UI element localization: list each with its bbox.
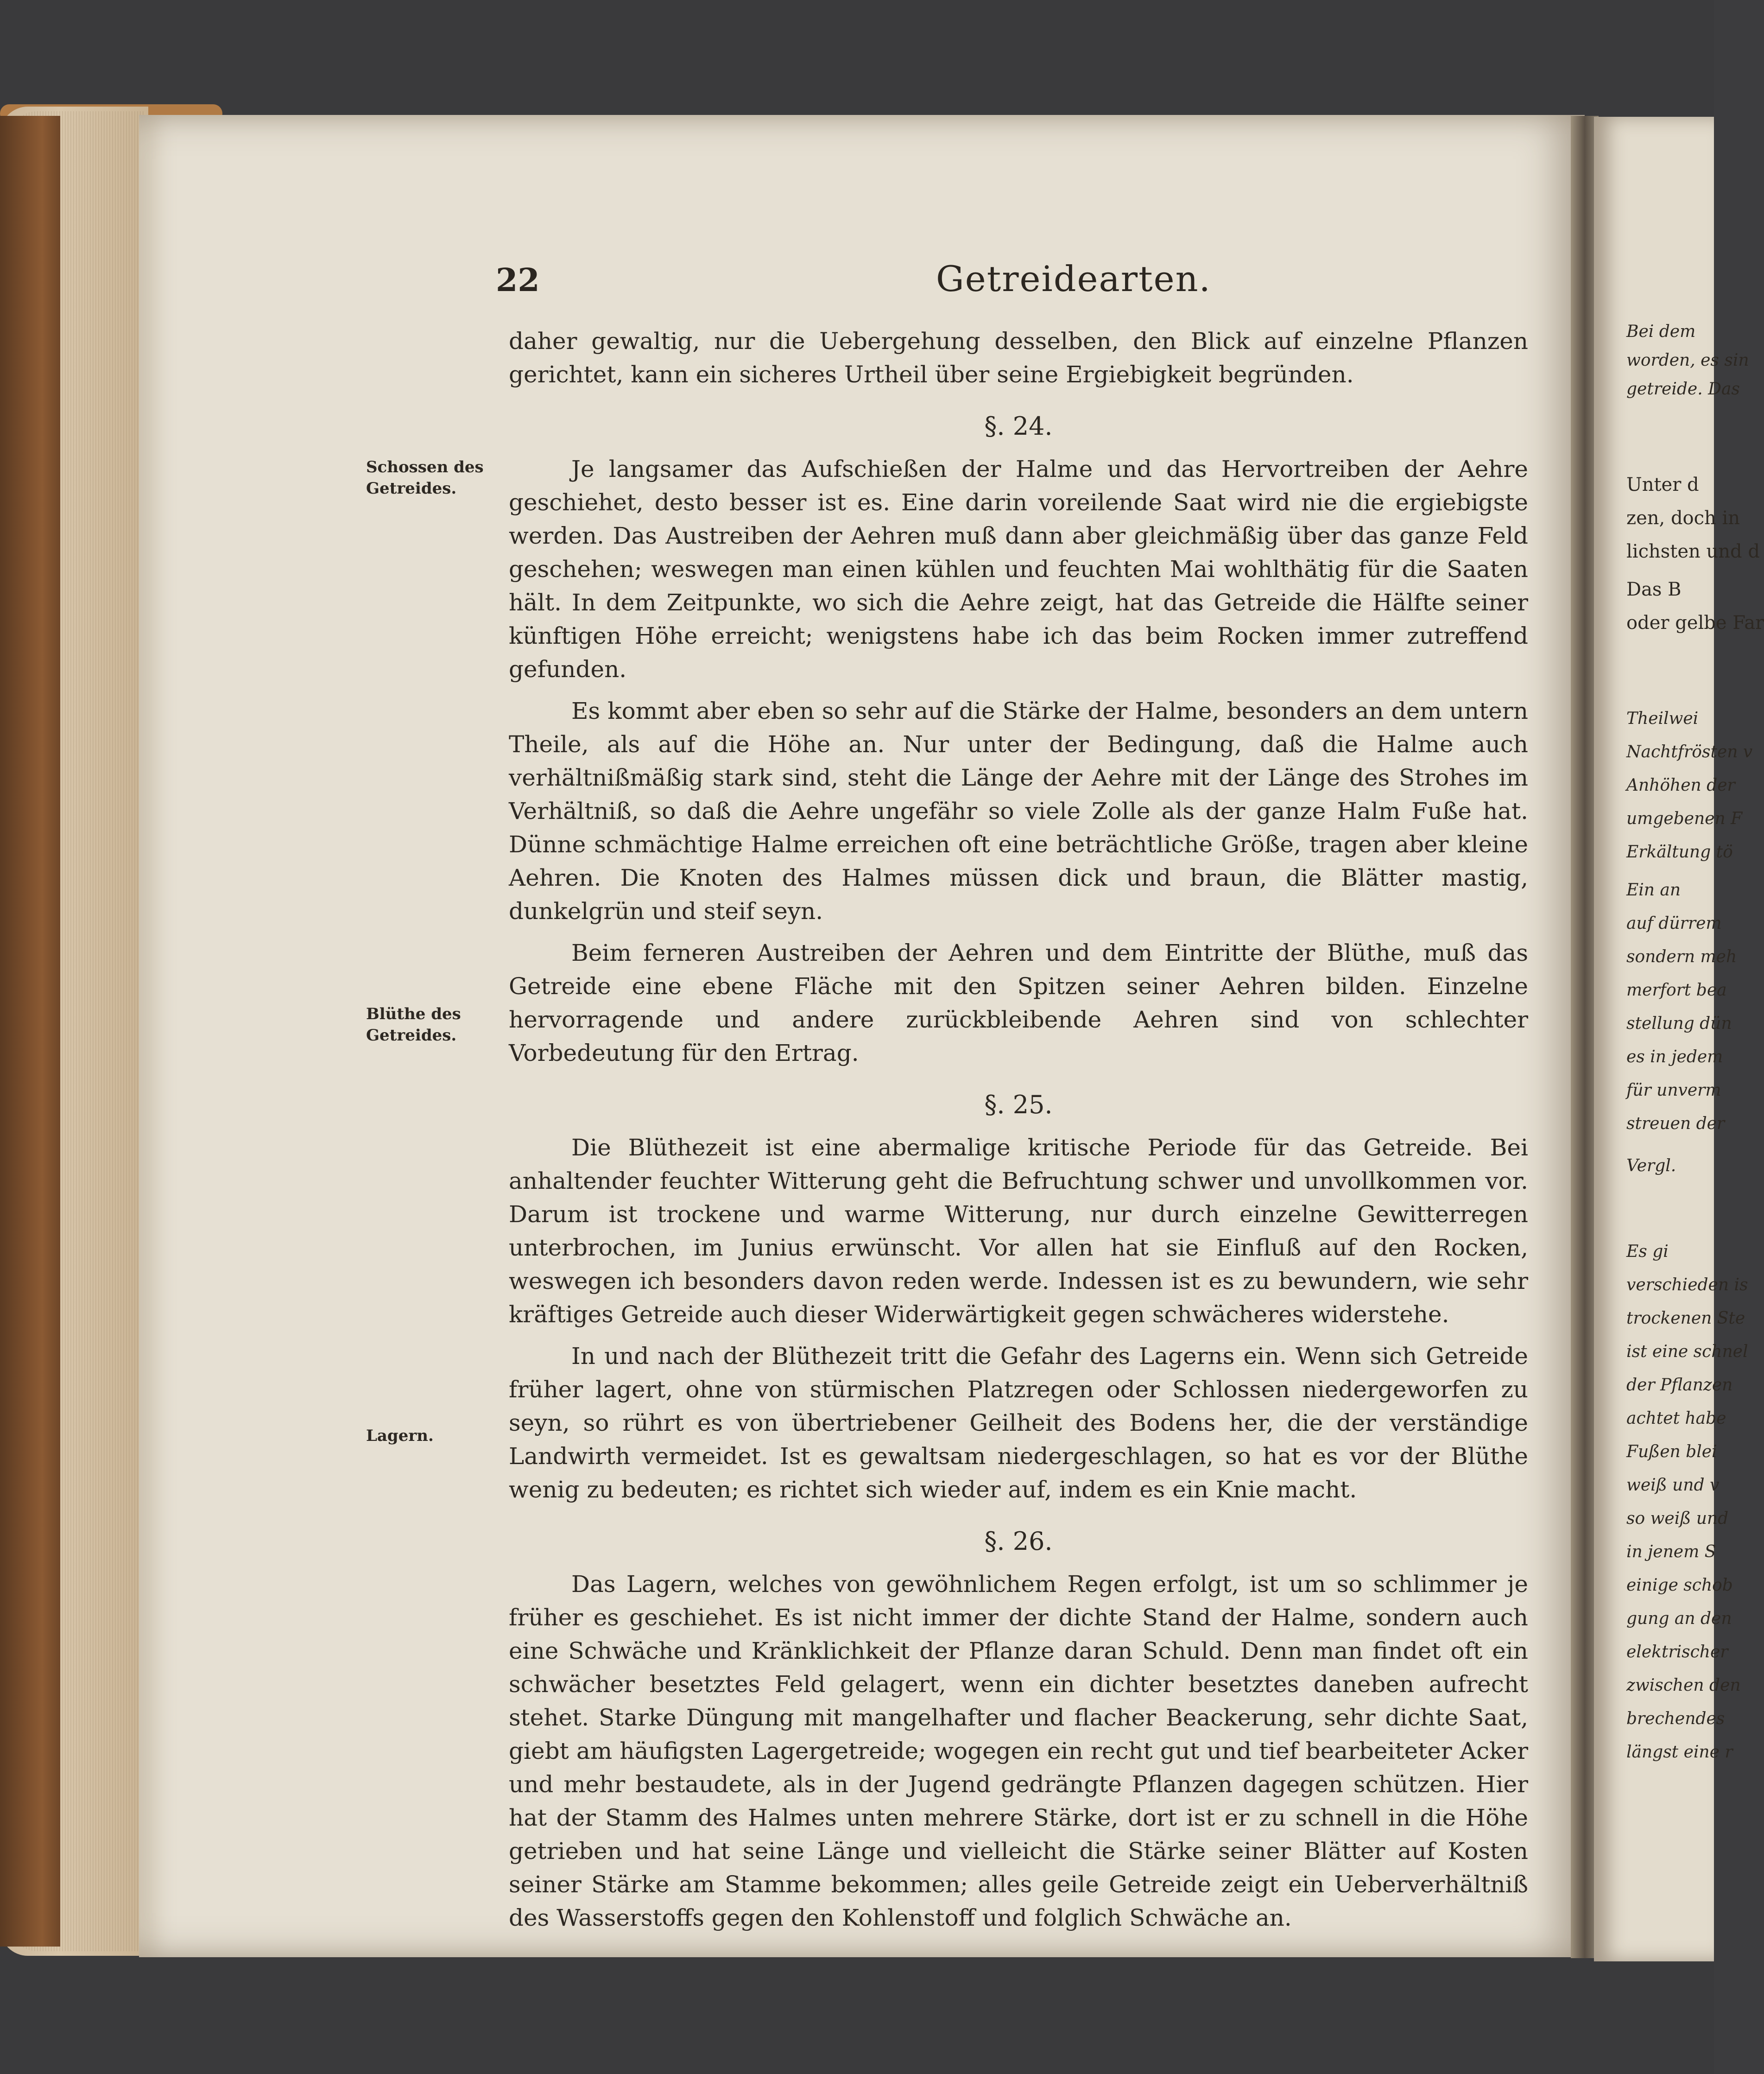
right-fragment: Fußen blei (1626, 1442, 1717, 1461)
paragraph-24-1: Je langsamer das Aufschießen der Halme und das Hervortreiben der Aehre geschiehet, desto besser ist es. Eine darin voreilende Saat wird nie die ergiebigste werden. Das Austreiben der Aehren muß dann aber gleichmäßig über das ganze Feld geschehen; weswegen man einen kühlen und feuchten Mai wohlthätig für die Saaten hält. In dem Zeitpunkte, wo sich die Aehre zeigt, hat das Getreide die Hälfte seiner künftigen Höhe erreicht; wenigstens habe ich das beim Rocken immer zutreffend gefunden. (509, 456, 1528, 683)
right-fragment: es in jedem (1626, 1047, 1723, 1066)
right-fragment: brechendes (1626, 1709, 1725, 1728)
intro-paragraph: daher gewaltig, nur die Uebergehung desselben, den Blick auf einzelne Pflanzen gerichtet, kann ein sicheres Urtheil über seine Ergiebigkeit begründen. (509, 328, 1528, 388)
right-fragment: Unter d (1626, 474, 1699, 495)
right-fragment: umgebenen F (1626, 809, 1743, 828)
right-fragment: auf dürrem (1626, 914, 1722, 933)
right-fragment: trockenen Ste (1626, 1309, 1745, 1328)
paragraph-25-1: Die Blüthezeit ist eine abermalige kritische Periode für das Getreide. Bei anhaltender feuchter Witterung geht die Befruchtung schwer und unvollkommen vor. Darum ist trockene und warme Witterung, nur durch einzelne Gewitterregen unterbrochen, im Junius erwünscht. Vor allen hat sie Einfluß auf den Rocken, weswegen ich besonders davon reden werde. Indessen ist es zu bewundern, wie sehr kräftiges Getreide auch dieser Widerwärtigkeit gegen schwächeres widerstehe. (509, 1134, 1528, 1328)
marginal-note-lagern: Lagern. (366, 1427, 434, 1445)
right-fragment: Nachtfrösten v (1626, 742, 1753, 761)
marginal-note-bluethe: Blüthe des Getreides. (366, 1005, 461, 1045)
right-fragment: der Pflanzen (1626, 1376, 1733, 1395)
right-fragment: verschieden is (1626, 1275, 1748, 1294)
section-heading-26: §. 26. (984, 1527, 1053, 1556)
right-fragment: lichsten und d (1626, 541, 1760, 562)
marginal-note-schossen: Schossen des Getreides. (366, 458, 484, 498)
main-text (509, 324, 1528, 1934)
right-fragment: achtet habe (1626, 1409, 1726, 1428)
right-fragment: Das B (1626, 579, 1682, 600)
right-fragment: Es gi (1626, 1242, 1669, 1261)
right-fragment: Anhöhen der (1626, 776, 1735, 795)
right-fragment: in jenem S (1626, 1542, 1716, 1561)
right-fragment: Ein an (1626, 881, 1681, 900)
section-heading-24: §. 24. (984, 412, 1053, 441)
right-fragment: merfort bea (1626, 981, 1727, 1000)
running-head (496, 258, 1492, 304)
running-title: Getreidearten. (936, 258, 1211, 299)
right-fragment: Vergl. (1626, 1156, 1676, 1175)
right-fragment: zwischen den (1626, 1676, 1741, 1695)
right-fragment: worden, es sin (1626, 351, 1749, 370)
right-fragment: streuen der (1626, 1114, 1725, 1133)
right-fragment: getreide. Das (1626, 380, 1740, 399)
right-fragment: Theilwei (1626, 709, 1699, 728)
right-fragment: einige schob (1626, 1576, 1733, 1595)
right-fragment: weiß und v (1626, 1476, 1720, 1495)
right-fragment: längst eine r (1626, 1743, 1733, 1762)
right-fragment: für unverm (1626, 1081, 1721, 1100)
right-fragment: stellung dün (1626, 1014, 1732, 1033)
book-cover-spine (0, 116, 60, 1947)
right-fragment: so weiß und (1626, 1509, 1729, 1528)
paragraph-24-2: Es kommt aber eben so sehr auf die Stärke der Halme, besonders an dem untern Theile, als auf die Höhe an. Nur unter der Bedingung, daß die Halme auch verhältnißmäßig stark sind, steht die Länge der Aehre mit der Länge des Strohes im Verhältniß, so daß die Aehre ungefähr so viele Zolle als der ganze Halm Fuße hat. Dünne schmächtige Halme erreichen oft eine beträchtliche Größe, tragen aber kleine Aehren. Die Knoten des Halmes müssen dick und braun, die Blätter mastig, dunkelgrün und steif seyn. (509, 698, 1528, 925)
right-fragment: Bei dem (1626, 322, 1696, 341)
right-fragment: ist eine schnel (1626, 1342, 1748, 1361)
paragraph-24-3: Beim ferneren Austreiben der Aehren und dem Eintritte der Blüthe, muß das Getreide eine ebene Fläche mit den Spitzen seiner Aehren bilden. Einzelne hervorragende und andere zurückbleibende Aehren sind von schlechter Vorbedeutung für den Ertrag. (509, 939, 1528, 1066)
right-fragment: elektrischer (1626, 1643, 1728, 1662)
section-heading-25: §. 25. (984, 1090, 1053, 1119)
right-fragment: sondern meh (1626, 947, 1737, 966)
paragraph-25-2: In und nach der Blüthezeit tritt die Gefahr des Lagerns ein. Wenn sich Getreide früher lagert, ohne von stürmischen Platzregen oder Schlossen niedergeworfen zu seyn, so rührt es von übertriebener Geilheit des Bodens her, die der verständige Landwirth vermeidet. Ist es gewaltsam niedergeschlagen, so hat es vor der Blüthe wenig zu bedeuten; es richtet sich wieder auf, indem es ein Knie macht. (509, 1343, 1528, 1503)
right-fragment: gung an den (1626, 1609, 1732, 1628)
page-number: 22 (496, 262, 540, 299)
paragraph-26-1: Das Lagern, welches von gewöhnlichem Regen erfolgt, ist um so schlimmer je früher es geschiehet. Es ist nicht immer der dichte Stand der Halme, sondern auch eine Schwäche und Kränklichkeit der Pflanze daran Schuld. Denn man findet oft ein schwächer besetztes Feld gelagert, wenn ein dichter besetztes daneben aufrecht stehet. Starke Düngung mit mangelhafter und flacher Beackerung, sehr dichte Saat, giebt am häufigsten Lagergetreide; wogegen ein recht gut und tief bearbeiteter Acker und mehr bestaudete, als in der Jugend gedrängte Pflanzen dagegen schützen. Hier hat der Stamm des Halmes unten mehrere Stärke, dort ist er zu schnell in die Höhe getrieben und hat seine Länge und vielleicht die Stärke seiner Blätter auf Kosten seiner Stärke am Stamme bekommen; alles geile Getreide zeigt ein Ueberverhältniß des Wasserstoffs gegen den Kohlenstoff und folglich Schwäche an. (509, 1571, 1528, 1931)
right-fragment: Erkältung tö (1626, 843, 1733, 862)
right-fragment: zen, doch in (1626, 507, 1740, 529)
right-fragment: oder gelbe Far (1626, 612, 1764, 634)
